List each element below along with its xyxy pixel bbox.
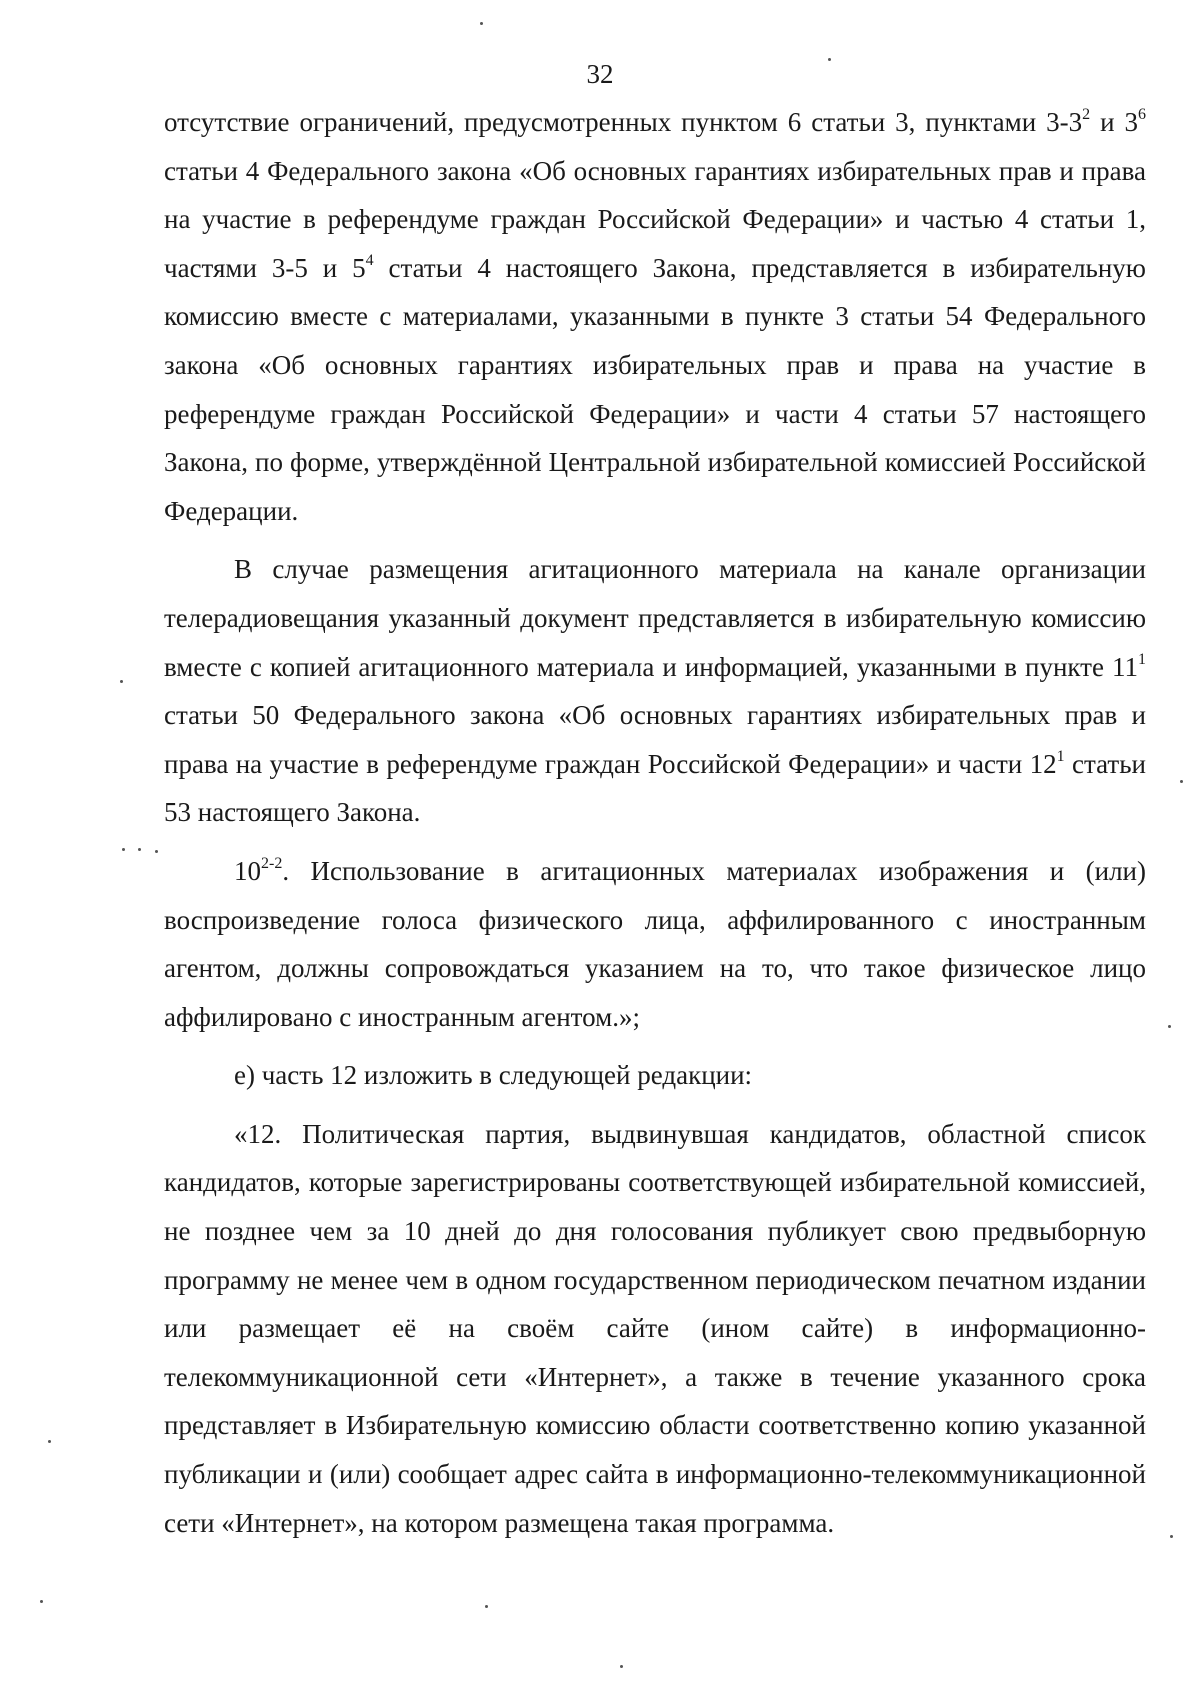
paragraph [164, 1051, 1146, 1100]
superscript: 1 [1138, 650, 1146, 668]
document-body [164, 98, 1146, 1547]
superscript: 2-2 [261, 854, 283, 872]
scan-speck [155, 850, 158, 853]
text-run: «12. Политическая партия, выдвинувшая кандидатов, областной список кандидатов, которые зарегистрированы соответствующей избирательной комиссией, не позднее чем за 10 дней до дня голосования публикует свою предвыборную программу не менее чем в одном государственном периодическом печатном издании или размещает её на своём сайте (ином сайте) в информационно-телекоммуникационной сети «Интернет», а также в течение указанного срока представляет в Избирательную комиссию области соответственно копию указанной публикации и (или) сообщает адрес сайта в информационно-телекоммуникационной сети «Интернет», на котором размещена такая программа. [164, 1118, 1146, 1538]
text-run: В случае размещения агитационного материала на канале организации телерадиовещания указанный документ представляется в избирательную комиссию вместе с копией агитационного материала и информацией, указанными в пункте 11 [164, 554, 1146, 682]
scan-speck [48, 1440, 51, 1443]
superscript: 2 [1082, 106, 1091, 123]
superscript: 6 [1138, 106, 1147, 123]
page-number: 32 [586, 59, 614, 89]
text-run: 10 [234, 855, 261, 886]
text-run: статьи 4 настоящего Закона, представляется в избирательную комиссию вместе с материалами, указанными в пункте 3 статьи 54 Федерального закона «Об основных гарантиях избирательных прав и права на участие в референдуме граждан Российской Федерации» и части 4 статьи 57 настоящего Закона, по форме, утверждённой Центральной избирательной комиссией Российской Федерации. [164, 252, 1146, 526]
text-run: . Использование в агитационных материалах изображения и (или) воспроизведение голоса физического лица, аффилированного с иностранным агентом, должны сопровождаться указанием на то, что такое физическое лицо аффилировано с иностранным агентом.»; [164, 855, 1146, 1032]
scan-speck [828, 58, 831, 61]
scan-speck [1180, 780, 1183, 783]
text-run: и 3 [1090, 107, 1139, 137]
scan-speck [480, 22, 483, 25]
text-run: е) часть 12 изложить в следующей редакции: [234, 1060, 753, 1091]
superscript: 4 [365, 251, 374, 269]
scan-speck [120, 680, 123, 683]
scan-speck [1168, 1025, 1171, 1028]
scan-speck [485, 1605, 488, 1608]
text-run: статьи 50 Федерального закона «Об основных гарантиях избирательных прав и права на участие в референдуме граждан Российской Федерации» и части 12 [164, 700, 1146, 779]
paragraph [164, 847, 1146, 1041]
scan-speck [138, 848, 141, 851]
scan-speck [122, 848, 125, 851]
paragraph [164, 1110, 1146, 1547]
scan-speck [620, 1665, 623, 1668]
text-run: статьи 53 настоящего Закона. [164, 748, 1146, 828]
text-run: отсутствие ограничений, предусмотренных пунктом 6 статьи 3, пунктами 3-3 [164, 107, 1083, 137]
text-run: статьи 4 Федерального закона «Об основных гарантиях избирательных прав и права на участие в референдуме граждан Российской Федерации» и частью 4 статьи 1, частями 3-5 и 5 [164, 155, 1146, 283]
scan-speck [1170, 1535, 1173, 1538]
scan-speck [40, 1600, 43, 1603]
superscript: 1 [1056, 747, 1065, 765]
paragraph [164, 545, 1146, 837]
paragraph [164, 98, 1146, 535]
